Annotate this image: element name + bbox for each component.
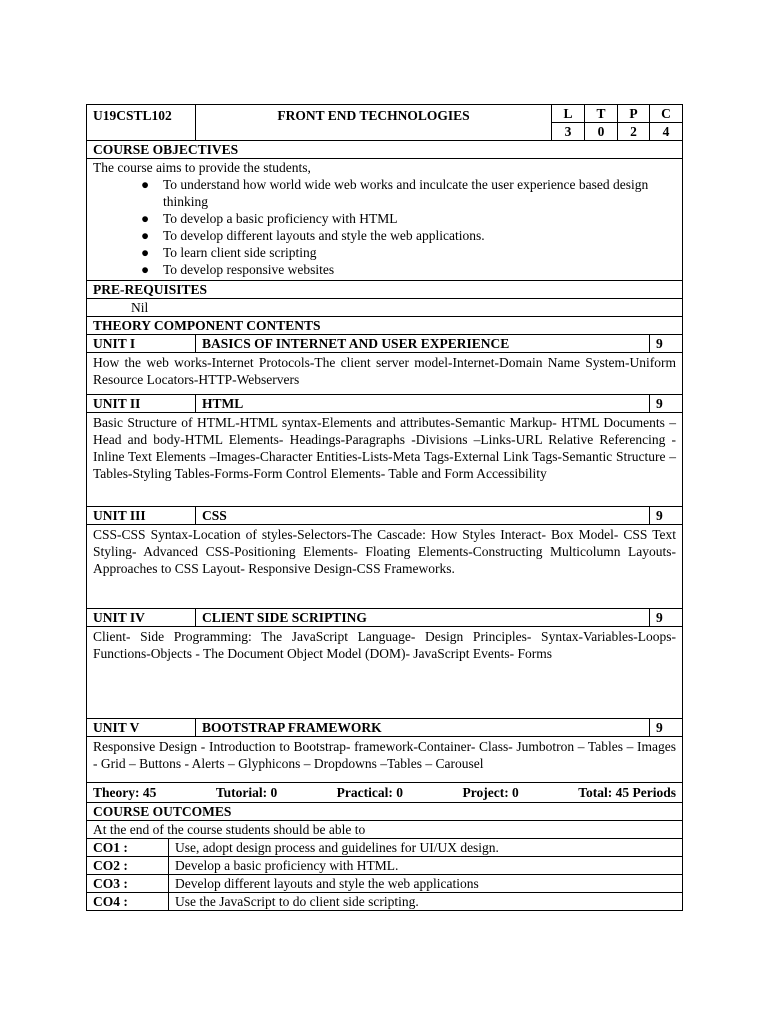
periods-summary [87, 783, 683, 803]
unit-label: UNIT IV [87, 609, 196, 627]
ltpc-label-p: P [618, 105, 650, 123]
unit-label: UNIT V [87, 719, 196, 737]
ltpc-value-p: 2 [618, 123, 650, 141]
objective-item: ● To understand how world wide web works and inculcate the user experience based design thinking [141, 177, 649, 209]
unit-title: CSS [196, 507, 650, 525]
practical-periods: Practical: 0 [336, 785, 404, 800]
outcomes-intro: At the end of the course students should be able to [87, 821, 683, 839]
prereq-heading: PRE-REQUISITES [87, 281, 683, 299]
bullet-icon: ● [141, 228, 150, 243]
objectives-heading: COURSE OBJECTIVES [87, 141, 683, 159]
unit-content: How the web works-Internet Protocols-The client server model-Internet-Domain Name System-Uniform Resource Locators-HTTP-Webservers [87, 353, 683, 395]
bullet-icon: ● [141, 177, 150, 192]
objective-item: ● To develop a basic proficiency with HTML [141, 211, 398, 226]
unit-label: UNIT I [87, 335, 196, 353]
unit-hours: 9 [650, 335, 683, 353]
unit-label: UNIT III [87, 507, 196, 525]
outcome-text: Develop different layouts and style the web applications [169, 875, 683, 893]
course-code: U19CSTL102 [87, 105, 196, 141]
objective-item: ● To learn client side scripting [141, 245, 317, 260]
outcomes-heading: COURSE OUTCOMES [87, 803, 683, 821]
ltpc-value-l: 3 [552, 123, 585, 141]
project-periods: Project: 0 [462, 785, 519, 800]
outcome-text: Develop a basic proficiency with HTML. [169, 857, 683, 875]
outcome-text: Use the JavaScript to do client side scripting. [169, 893, 683, 911]
unit-label: UNIT II [87, 395, 196, 413]
unit-content: Client- Side Programming: The JavaScript Language- Design Principles- Syntax-Variables-Loops-Functions-Objects - The Document Object Model (DOM)- JavaScript Events- Forms [87, 627, 683, 719]
outcome-text: Use, adopt design process and guidelines for UI/UX design. [169, 839, 683, 857]
bullet-icon: ● [141, 262, 150, 277]
unit-hours: 9 [650, 719, 683, 737]
bullet-icon: ● [141, 211, 150, 226]
prereq-value: Nil [87, 299, 683, 317]
theory-periods: Theory: 45 [93, 785, 157, 800]
ltpc-label-l: L [552, 105, 585, 123]
ltpc-label-t: T [585, 105, 618, 123]
total-periods: Total: 45 Periods [578, 785, 677, 800]
ltpc-label-c: C [650, 105, 683, 123]
unit-content: CSS-CSS Syntax-Location of styles-Selectors-The Cascade: How Styles Interact- Box Model- CSS Text Styling- Advanced CSS-Positioning Elements- Floating Elements-Constructing Multicolumn Layouts- Approaches to CSS Layout- Responsive Design-CSS Frameworks. [87, 525, 683, 609]
outcome-code: CO2 : [87, 857, 169, 875]
tutorial-periods: Tutorial: 0 [215, 785, 278, 800]
objectives-list [93, 176, 676, 278]
objectives-block [87, 159, 683, 281]
ltpc-value-c: 4 [650, 123, 683, 141]
ltpc-value-t: 0 [585, 123, 618, 141]
theory-heading: THEORY COMPONENT CONTENTS [87, 317, 683, 335]
unit-content: Responsive Design - Introduction to Bootstrap- framework-Container- Class- Jumbotron – Tables – Images - Grid – Buttons - Alerts – Glyphicons – Dropdowns –Tables – Carousel [87, 737, 683, 783]
objective-item: ● To develop different layouts and style the web applications. [141, 228, 485, 243]
outcome-code: CO1 : [87, 839, 169, 857]
objectives-intro: The course aims to provide the students, [93, 160, 311, 175]
unit-hours: 9 [650, 507, 683, 525]
course-title: FRONT END TECHNOLOGIES [196, 105, 552, 141]
syllabus-table [86, 104, 683, 911]
unit-hours: 9 [650, 609, 683, 627]
unit-hours: 9 [650, 395, 683, 413]
outcome-code: CO3 : [87, 875, 169, 893]
unit-title: HTML [196, 395, 650, 413]
unit-title: BOOTSTRAP FRAMEWORK [196, 719, 650, 737]
unit-title: CLIENT SIDE SCRIPTING [196, 609, 650, 627]
unit-title: BASICS OF INTERNET AND USER EXPERIENCE [196, 335, 650, 353]
outcome-code: CO4 : [87, 893, 169, 911]
objective-item: ● To develop responsive websites [141, 262, 335, 277]
bullet-icon: ● [141, 245, 150, 260]
unit-content: Basic Structure of HTML-HTML syntax-Elements and attributes-Semantic Markup- HTML Documents –Head and body-HTML Elements- Headings-Paragraphs -Divisions –Links-URL Relative Referencing -Inline Text Elements –Images-Character Entities-Lists-Meta Tags-External Link Tags-Semantic Structure –Tables-Styling Tables-Forms-Form Control Elements- Table and Form Accessibility [87, 413, 683, 507]
